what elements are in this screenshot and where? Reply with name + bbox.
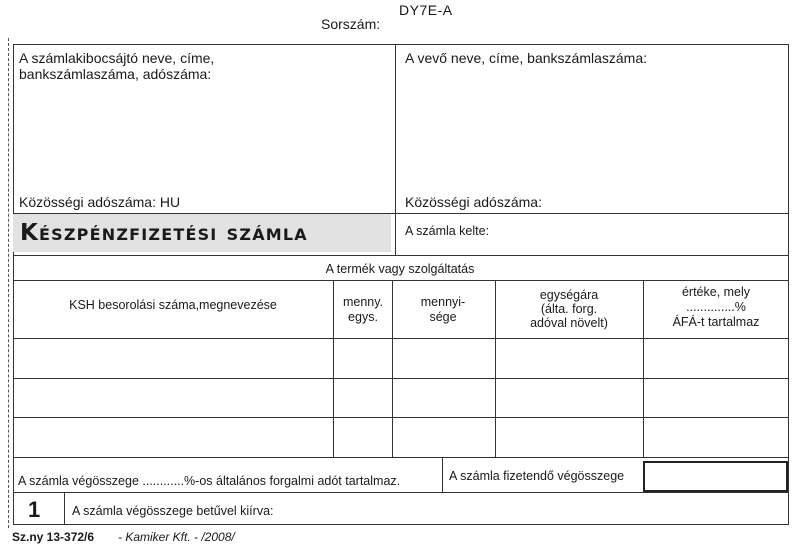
column-header-qty-line1: mennyi- [420, 295, 466, 309]
amount-words-top-rule [13, 492, 789, 493]
column-header-value-line2: ..............% [686, 300, 746, 314]
perforation-line [8, 38, 9, 528]
column-divider-2 [392, 280, 393, 457]
invoice-date-label: A számla kelte: [405, 224, 490, 238]
product-section-label: A termék vagy szolgáltatás [325, 262, 475, 276]
buyer-eu-tax-label: Közösségi adószáma: [405, 194, 542, 210]
seller-label-line1: A számlakibocsájtó neve, címe, [19, 50, 215, 66]
form-code: Sz.ny 13-372/6 [12, 530, 95, 544]
copy-number: 1 [28, 497, 41, 522]
table-row-rule-1 [13, 338, 789, 339]
product-section-top-rule [13, 255, 789, 256]
payable-total-field [643, 461, 788, 492]
table-row-rule-2 [13, 378, 789, 379]
invoice-form-frame [13, 44, 789, 525]
table-row-rule-3 [13, 417, 789, 418]
seller-eu-tax-label: Közösségi adószáma: HU [19, 194, 181, 210]
column-header-value-line1: értéke, mely [681, 285, 751, 299]
column-divider-1 [333, 280, 334, 457]
column-header-qty-line2: sége [429, 310, 457, 324]
column-header-unit-line2: egys. [348, 310, 378, 324]
serial-number-value: DY7E-A [399, 2, 453, 18]
totals-divider-1 [442, 457, 443, 492]
document-title: Készpénzfizetési számla [20, 220, 308, 246]
column-header-price-line2: (álta. forg. [540, 302, 598, 316]
column-divider-4 [643, 280, 644, 457]
column-header-price-line1: egységára [539, 288, 599, 302]
column-divider-3 [495, 280, 496, 457]
column-header-unit-line1: menny. [342, 295, 384, 309]
payable-total-label: A számla fizetendő végösszege [449, 469, 625, 483]
vat-total-note: A számla végösszege ............%-os általános forgalmi adót tartalmaz. [18, 474, 401, 488]
column-header-top-rule [13, 280, 789, 281]
serial-number-label: Sorszám: [321, 16, 381, 32]
column-header-value-line3: ÁFÁ-t tartalmaz [672, 315, 760, 329]
column-header-ksh: KSH besorolási száma,megnevezése [69, 298, 277, 312]
buyer-label: A vevő neve, címe, bankszámlaszáma: [405, 50, 647, 66]
copy-number-divider [64, 492, 65, 525]
column-header-price-line3: adóval növelt) [530, 316, 608, 330]
seller-buyer-divider [395, 44, 396, 255]
table-row-rule-4 [13, 457, 789, 458]
amount-in-words-label: A számla végösszege betűvel kiírva: [72, 504, 274, 518]
publisher-note: - Kamiker Kft. - /2008/ [118, 530, 235, 544]
seller-label-line2: bankszámlaszáma, adószáma: [19, 66, 212, 82]
